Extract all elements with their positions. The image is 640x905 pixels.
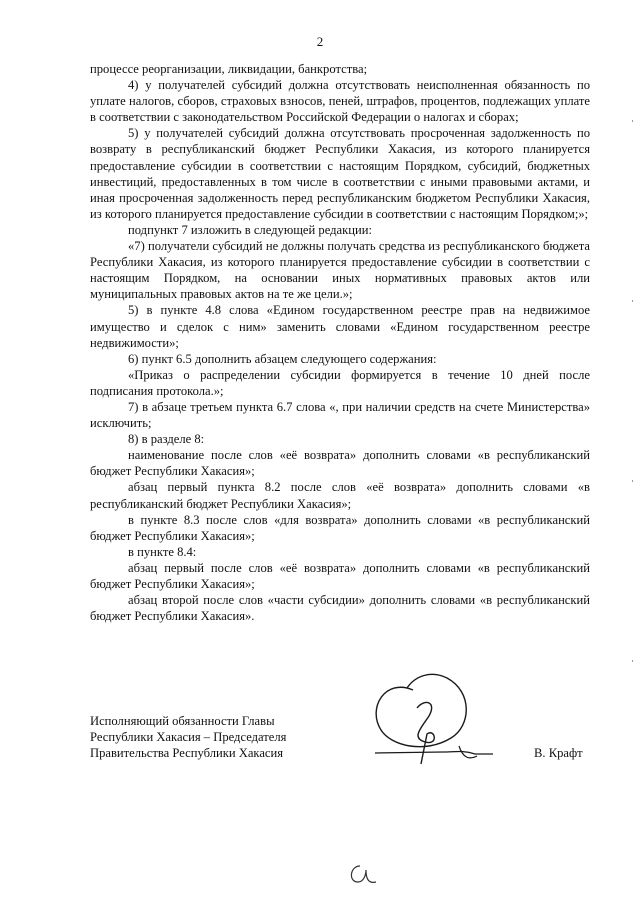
paragraph: «Приказ о распределении субсидии формируется в течение 10 дней после подписания протокола.»;: [90, 367, 590, 398]
paragraph: 6) пункт 6.5 дополнить абзацем следующего содержания:: [128, 351, 437, 366]
paragraph: абзац первый пункта 8.2 после слов «её возврата» дополнить словами «в республиканский бюджет Республики Хакасия»;: [90, 480, 590, 511]
paragraph: в пункте 8.4:: [128, 544, 197, 559]
signatory-name: В. Крафт: [534, 746, 583, 760]
paragraph: 5) в пункте 4.8 слова «Едином государственном реестре прав на недвижимое имущество и сделок с ним» заменить словами «Едином государственном реестре недвижимости»;: [90, 303, 590, 350]
paragraph: 8) в разделе 8:: [128, 432, 205, 447]
paragraph: абзац второй после слов «части субсидии» дополнить словами «в республиканский бюджет Республики Хакасия».: [90, 593, 590, 624]
signatory-title: [90, 713, 286, 761]
paragraph: 4) у получателей субсидий должна отсутствовать неисполненная обязанность по уплате налогов, сборов, страховых взносов, пеней, штрафов, процентов, подлежащих уплате в соответствии с законодательством Российской Федерации о налогах и сборах;: [90, 78, 590, 125]
paragraph: 7) в абзаце третьем пункта 6.7 слова «, при наличии средств на счете Министерства» исключить;: [90, 399, 590, 431]
signatory-title-line: Республики Хакасия – Председателя: [90, 730, 287, 745]
signatory-title-line: Исполняющий обязанности Главы: [90, 714, 275, 728]
paragraph: в пункте 8.3 после слов «для возврата» дополнить словами «в республиканский бюджет Республики Хакасия»;: [90, 512, 590, 543]
paragraph: наименование после слов «её возврата» дополнить словами «в республиканский бюджет Республики Хакасия»;: [90, 448, 590, 479]
signatory-title-line: Правительства Республики Хакасия: [90, 746, 284, 761]
paragraph: подпункт 7 изложить в следующей редакции:: [128, 222, 372, 237]
handwritten-mark: [344, 860, 388, 890]
paragraph: 5) у получателей субсидий должна отсутствовать просроченная задолженность по возврату в республиканский бюджет Республики Хакасия, из которого планируется предоставление субсидии в соответствии с настоящим Порядком, субсидий, бюджетных инвестиций, предоставленных в том числе в соответствии с иными правовыми актами, и иная просроченная задолженность перед республиканским бюджетом Республики Хакасия, из которого планируется предоставление субсидии в соответствии с настоящим Порядком;»;: [90, 126, 590, 221]
document-body: [90, 61, 590, 624]
page-number: 2: [316, 34, 324, 49]
paragraph: «7) получатели субсидий не должны получать средства из республиканского бюджета Республики Хакасия, из которого планируется предоставление субсидии в соответствии с настоящим Порядком, на основании иных нормативных правовых актов или муниципальных правовых актов на те же цели.»;: [90, 239, 590, 302]
paragraph: процессе реорганизации, ликвидации, банкротства;: [90, 62, 368, 76]
scan-edge-artifact: [632, 0, 634, 905]
paragraph: абзац первый после слов «её возврата» дополнить словами «в республиканский бюджет Республики Хакасия»;: [90, 560, 590, 591]
handwritten-signature: [355, 668, 515, 778]
